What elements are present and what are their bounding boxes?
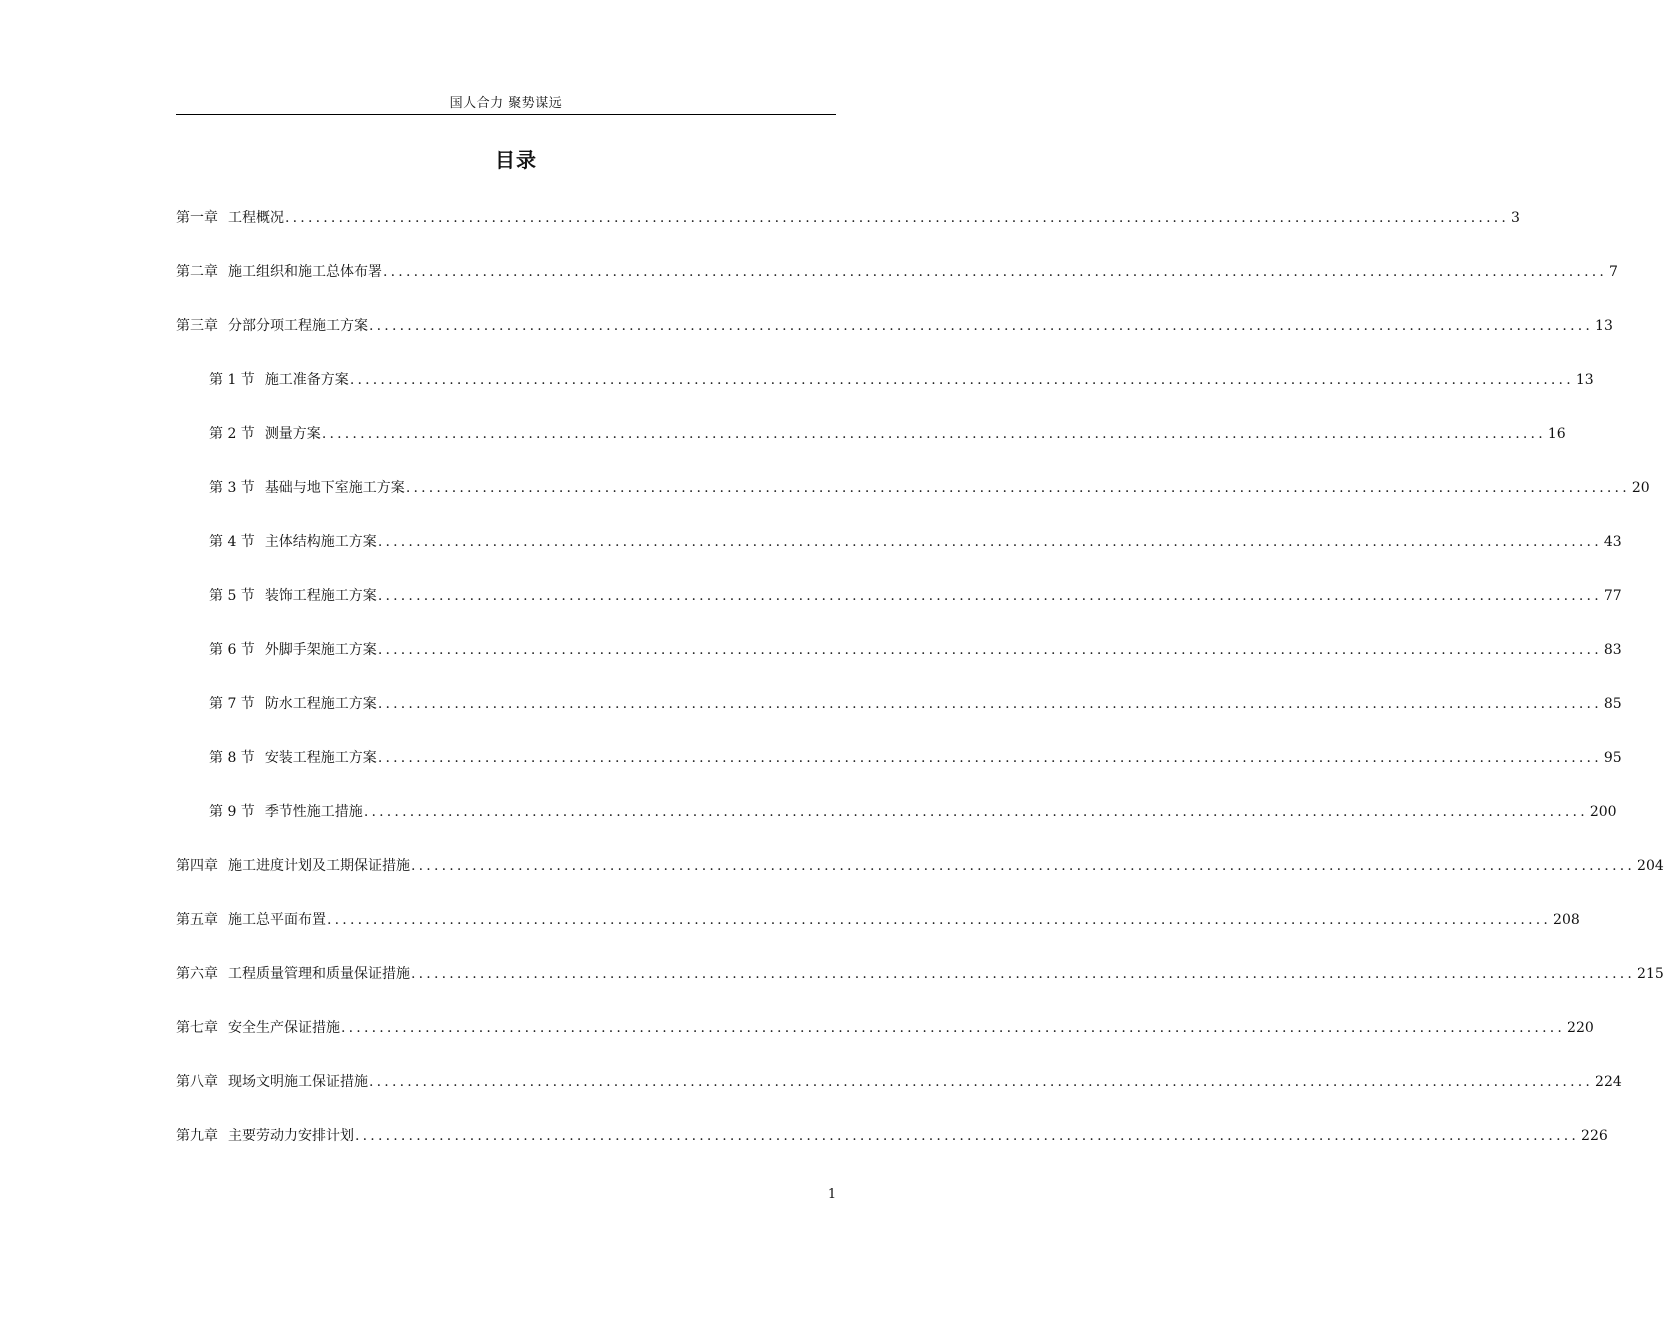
toc-entry-page: 226 <box>1581 1128 1608 1144</box>
toc-entry-page: 200 <box>1589 804 1617 820</box>
toc-entry-label <box>176 1122 354 1150</box>
toc-entry-page: 83 <box>1603 642 1622 658</box>
toc-entry-label <box>176 960 410 988</box>
toc-entry[interactable] <box>176 528 1622 582</box>
toc-entry[interactable] <box>176 582 1622 636</box>
toc-entry-label <box>176 312 368 340</box>
toc-entry-page: 13 <box>1575 372 1594 388</box>
toc-entry[interactable] <box>176 798 1617 852</box>
toc-entry-page: 20 <box>1631 480 1650 496</box>
toc-entry[interactable] <box>176 636 1622 690</box>
toc-dot-leader: ................................................................................................................................................................ <box>321 426 1546 442</box>
toc-entry-number: 第 8 节 <box>209 750 255 766</box>
toc-entry-page: 215 <box>1637 966 1664 982</box>
toc-entry-page: 3 <box>1511 210 1520 226</box>
toc-dot-leader: ................................................................................................................................................................ <box>405 480 1630 496</box>
toc-entry[interactable] <box>176 1122 1608 1176</box>
toc-entry-number: 第九章 <box>176 1128 218 1144</box>
toc-entry-label <box>176 204 284 232</box>
document-title: 目录 <box>495 148 537 172</box>
toc-entry-label <box>209 366 349 394</box>
toc-entry-number: 第四章 <box>176 858 218 874</box>
toc-entry-label <box>209 528 377 556</box>
toc-entry-label <box>209 744 377 772</box>
toc-entry[interactable] <box>176 906 1580 960</box>
toc-entry-number: 第 1 节 <box>209 372 255 388</box>
toc-entry-page: 13 <box>1595 318 1613 334</box>
toc-dot-leader: ................................................................................................................................................................ <box>383 264 1608 280</box>
toc-entry-number: 第二章 <box>176 264 218 280</box>
toc-entry-label <box>209 582 377 610</box>
toc-entry[interactable] <box>176 312 1613 366</box>
toc-entry-number: 第 3 节 <box>209 480 255 496</box>
toc-entry[interactable] <box>176 1068 1622 1122</box>
toc-dot-leader: ................................................................................................................................................................ <box>355 1128 1580 1144</box>
toc-entry-page: 220 <box>1567 1020 1594 1036</box>
toc-entry-number: 第 7 节 <box>209 696 255 712</box>
toc-entry[interactable] <box>176 960 1664 1014</box>
toc-dot-leader: ................................................................................................................................................................ <box>411 966 1636 982</box>
toc-entry-title: 主体结构施工方案 <box>264 534 377 550</box>
toc-entry-title: 施工组织和施工总体布署 <box>228 264 382 280</box>
toc-entry-page: 204 <box>1637 858 1664 874</box>
toc-entry-label <box>209 636 377 664</box>
toc-entry-label <box>209 798 363 826</box>
toc-entry-title: 安全生产保证措施 <box>228 1020 340 1036</box>
toc-entry-page: 7 <box>1609 264 1618 280</box>
toc-dot-leader: ................................................................................................................................................................ <box>377 696 1602 712</box>
toc-dot-leader: ................................................................................................................................................................ <box>341 1020 1566 1036</box>
toc-entry-number: 第 5 节 <box>209 588 255 604</box>
toc-dot-leader: ................................................................................................................................................................ <box>369 318 1594 334</box>
toc-entry-page: 85 <box>1603 696 1622 712</box>
toc-entry-title: 现场文明施工保证措施 <box>228 1074 368 1090</box>
toc-entry-number: 第五章 <box>176 912 218 928</box>
toc-entry[interactable] <box>176 474 1650 528</box>
page-number: 1 <box>827 1187 837 1202</box>
toc-entry[interactable] <box>176 366 1594 420</box>
toc-entry-title: 分部分项工程施工方案 <box>228 318 368 334</box>
toc-entry-title: 基础与地下室施工方案 <box>264 480 405 496</box>
toc-entry[interactable] <box>176 1014 1594 1068</box>
toc-entry-title: 外脚手架施工方案 <box>264 642 377 658</box>
toc-entry-number: 第三章 <box>176 318 218 334</box>
toc-dot-leader: ................................................................................................................................................................ <box>377 588 1602 604</box>
toc-dot-leader: ................................................................................................................................................................ <box>377 750 1602 766</box>
toc-entry-title: 工程质量管理和质量保证措施 <box>228 966 410 982</box>
toc-entry-label <box>176 258 382 286</box>
toc-entry-page: 224 <box>1595 1074 1622 1090</box>
header-divider <box>176 114 836 115</box>
toc-entry-title: 施工进度计划及工期保证措施 <box>228 858 410 874</box>
toc-entry-page: 95 <box>1603 750 1622 766</box>
toc-entry[interactable] <box>176 204 1520 258</box>
toc-dot-leader: ................................................................................................................................................................ <box>349 372 1574 388</box>
toc-entry-number: 第 9 节 <box>209 804 255 820</box>
toc-entry-title: 施工准备方案 <box>264 372 349 388</box>
table-of-contents <box>176 204 1664 1176</box>
toc-entry-title: 施工总平面布置 <box>228 912 326 928</box>
toc-entry[interactable] <box>176 852 1664 906</box>
toc-entry-page: 16 <box>1547 426 1566 442</box>
toc-entry-label <box>209 474 405 502</box>
toc-entry-title: 测量方案 <box>264 426 321 442</box>
toc-entry-title: 防水工程施工方案 <box>264 696 377 712</box>
toc-entry[interactable] <box>176 258 1618 312</box>
toc-entry-number: 第八章 <box>176 1074 218 1090</box>
toc-entry-page: 208 <box>1553 912 1580 928</box>
page-header: 国人合力 聚势谋远 <box>449 96 563 111</box>
toc-entry-label <box>176 1014 340 1042</box>
toc-entry-page: 77 <box>1603 588 1622 604</box>
toc-entry-title: 主要劳动力安排计划 <box>228 1128 354 1144</box>
toc-entry-label <box>176 906 326 934</box>
toc-dot-leader: ................................................................................................................................................................ <box>377 534 1602 550</box>
toc-entry-label <box>209 690 377 718</box>
toc-entry[interactable] <box>176 420 1566 474</box>
toc-entry[interactable] <box>176 744 1622 798</box>
toc-entry[interactable] <box>176 690 1622 744</box>
toc-entry-number: 第六章 <box>176 966 218 982</box>
toc-entry-page: 43 <box>1603 534 1622 550</box>
toc-dot-leader: ................................................................................................................................................................ <box>327 912 1552 928</box>
toc-entry-number: 第 2 节 <box>209 426 255 442</box>
toc-dot-leader: ................................................................................................................................................................ <box>369 1074 1594 1090</box>
toc-dot-leader: ................................................................................................................................................................ <box>377 642 1602 658</box>
toc-entry-number: 第七章 <box>176 1020 218 1036</box>
toc-dot-leader: ................................................................................................................................................................ <box>285 210 1510 226</box>
toc-entry-title: 装饰工程施工方案 <box>264 588 377 604</box>
toc-dot-leader: ................................................................................................................................................................ <box>363 804 1588 820</box>
toc-entry-label <box>176 1068 368 1096</box>
toc-entry-number: 第一章 <box>176 210 218 226</box>
toc-entry-title: 安装工程施工方案 <box>264 750 377 766</box>
toc-entry-title: 季节性施工措施 <box>264 804 363 820</box>
toc-entry-title: 工程概况 <box>228 210 284 226</box>
toc-entry-label <box>176 852 410 880</box>
toc-entry-number: 第 6 节 <box>209 642 255 658</box>
toc-entry-label <box>209 420 321 448</box>
toc-entry-number: 第 4 节 <box>209 534 255 550</box>
toc-dot-leader: ................................................................................................................................................................ <box>411 858 1636 874</box>
